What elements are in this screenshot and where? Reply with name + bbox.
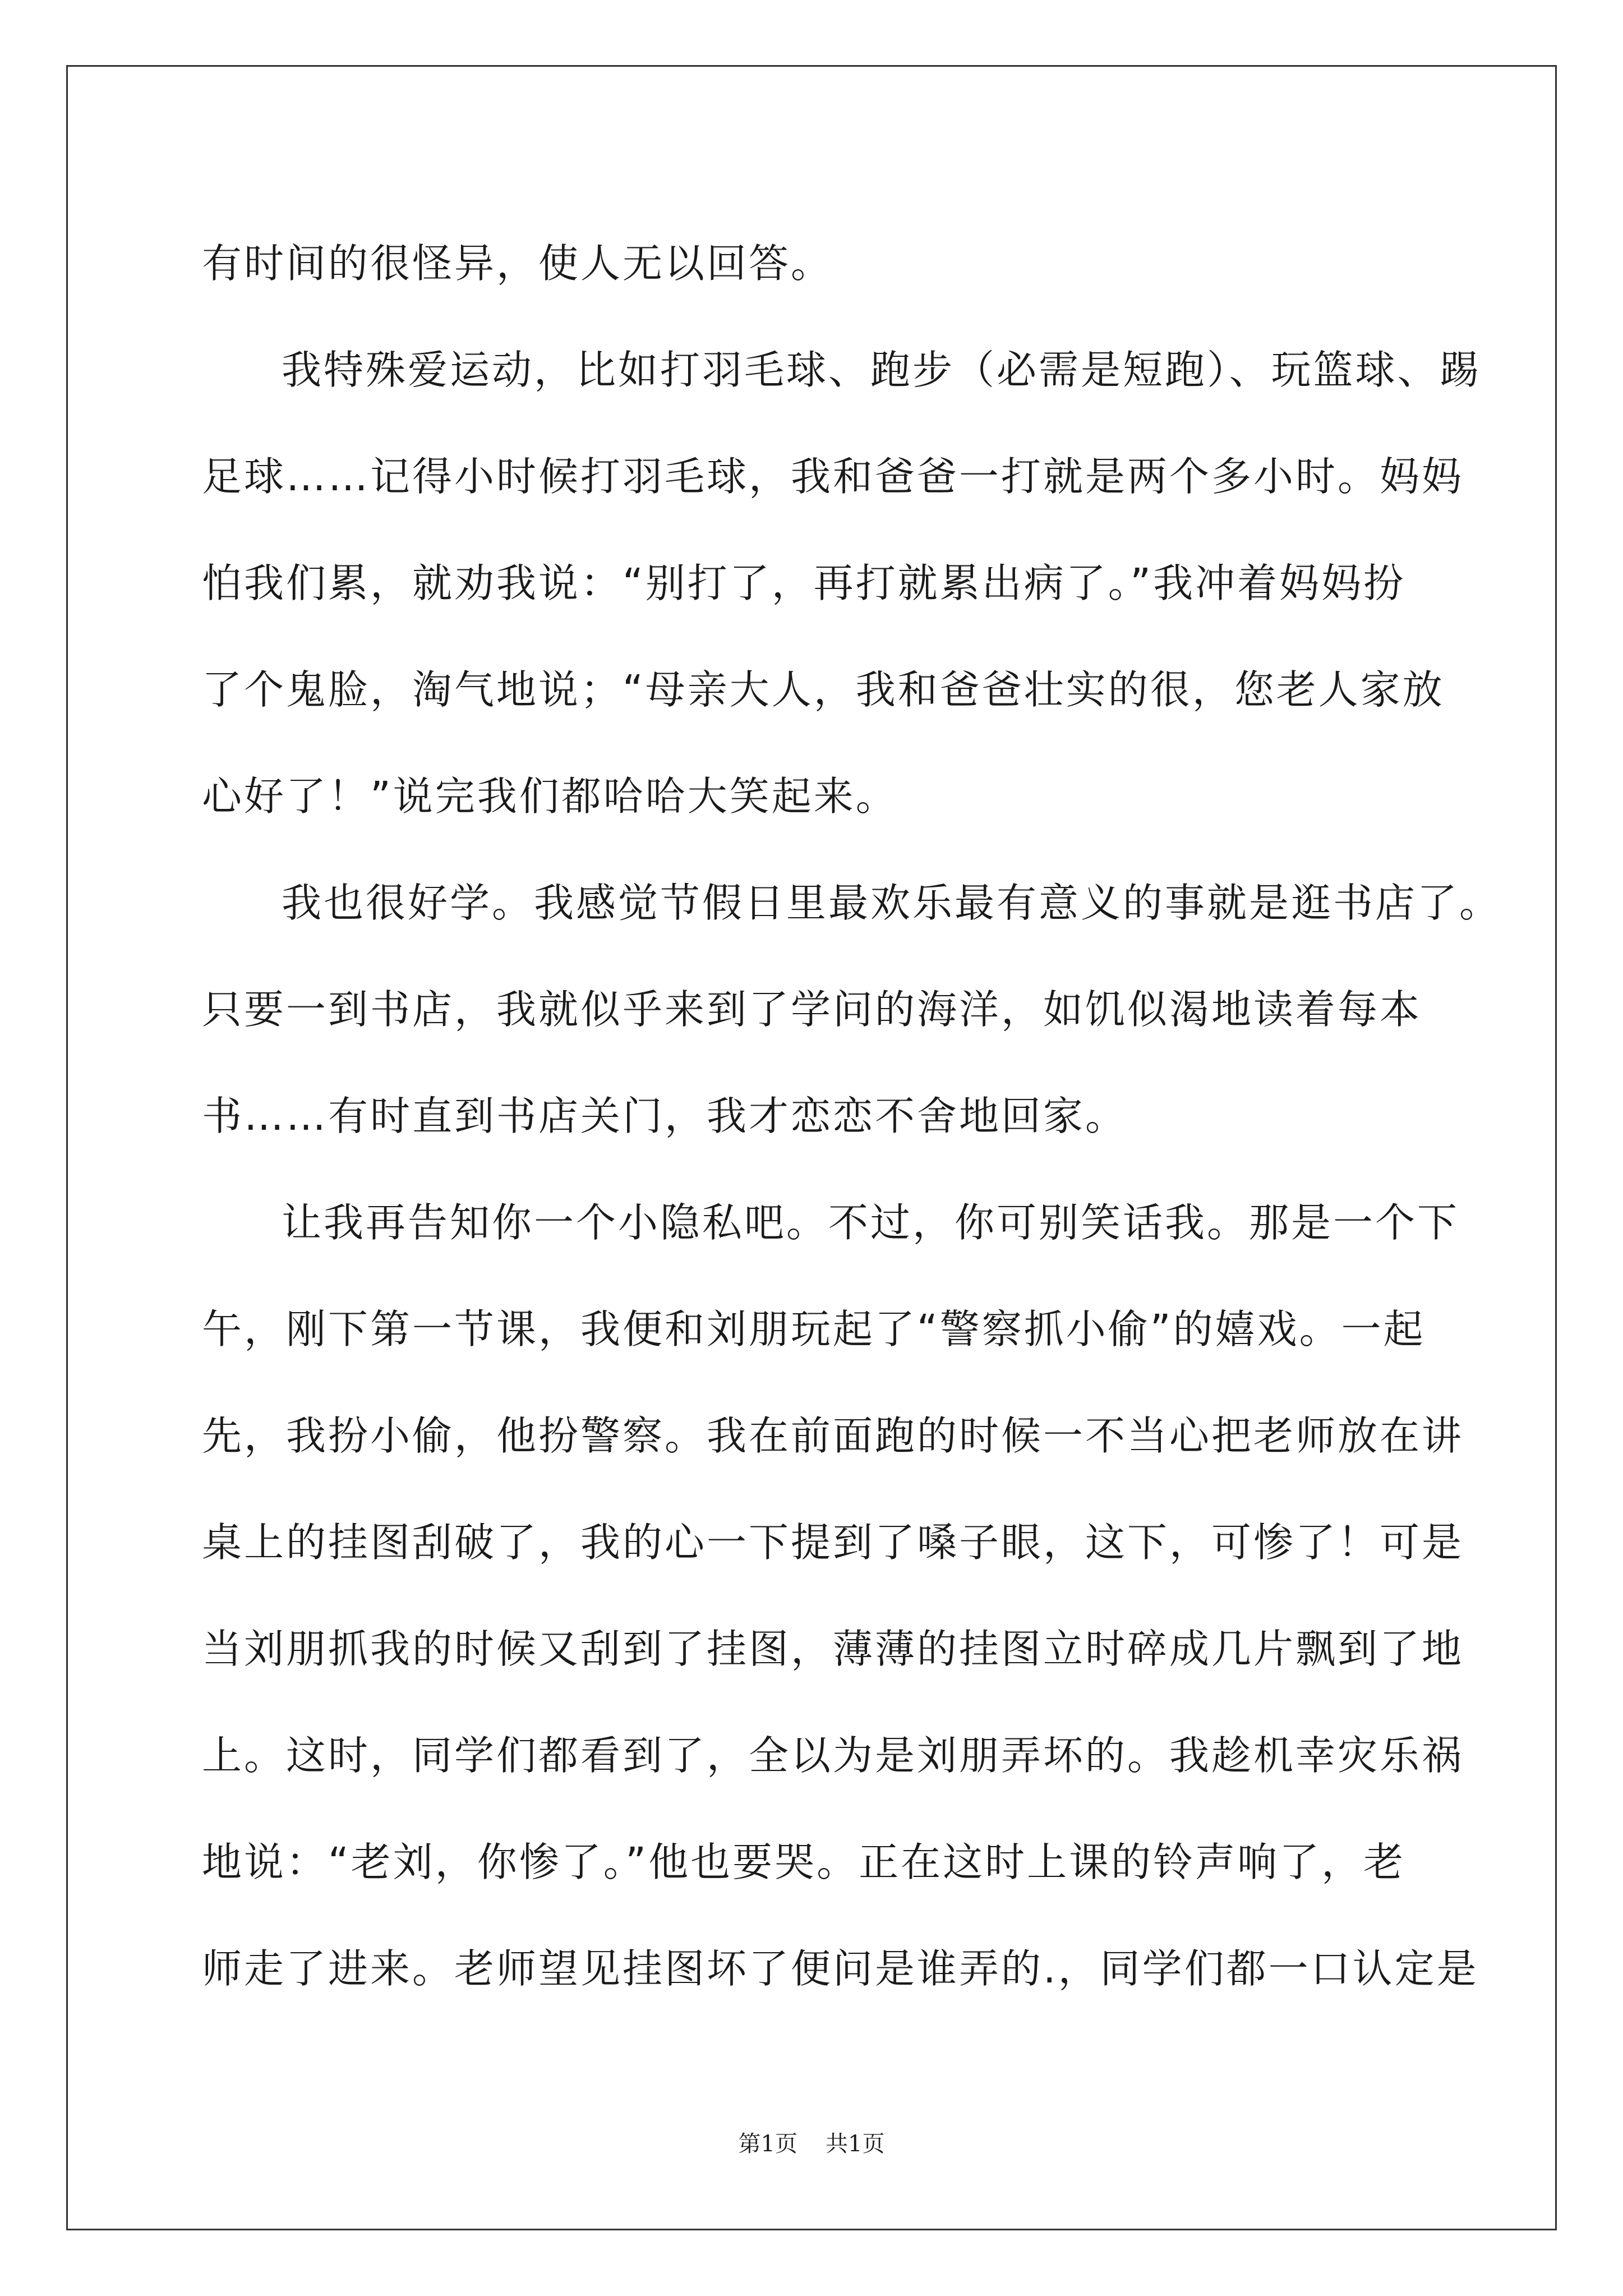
text-line: 先，我扮小偷，他扮警察。我在前面跑的时候一不当心把老师放在讲 [202,1412,1464,1459]
text-line: 让我再告知你一个小隐私吧。不过，你可别笑话我。那是一个下 [282,1199,1460,1246]
text-line: 我也很好学。我感觉节假日里最欢乐最有意义的事就是逛书店了。 [282,880,1502,926]
text-line: 有时间的很怪异，使人无以回答。 [202,240,833,287]
text-line: 了个鬼脸，淘气地说；“母亲大人，我和爸爸壮实的很，您老人家放 [202,666,1445,713]
text-line: 当刘朋抓我的时候又刮到了挂图，薄薄的挂图立时碎成几片飘到了地 [202,1626,1464,1672]
text-line: 师走了进来。老师望见挂图坏了便问是谁弄的.，同学们都一口认定是 [202,1945,1479,1992]
text-line: 怕我们累，就劝我说：“别打了，再打就累出病了。”我冲着妈妈扮 [202,560,1406,606]
text-line: 上。这时，同学们都看到了，全以为是刘朋弄坏的。我趁机幸灾乐祸 [202,1732,1464,1779]
text-line: 只要一到书店，我就似乎来到了学问的海洋，如饥似渴地读着每本 [202,986,1422,1033]
document-body [202,210,1502,2022]
page-number: 第1页 [738,2131,797,2157]
text-line: 地说：“老刘，你惨了。”他也要哭。正在这时上课的铃声响了，老 [202,1839,1406,1885]
text-line: 书……有时直到书店关门，我才恋恋不舍地回家。 [202,1093,1128,1139]
page-total: 共1页 [826,2131,885,2157]
text-line: 足球……记得小时候打羽毛球，我和爸爸一打就是两个多小时。妈妈 [202,453,1464,500]
text-line: 我特殊爱运动，比如打羽毛球、跑步（必需是短跑）、玩篮球、踢 [282,347,1482,393]
text-line: 午，刚下第一节课，我便和刘朋玩起了“警察抓小偷”的嬉戏。一起 [202,1306,1426,1352]
page-footer [0,2126,1623,2158]
text-line: 心好了！”说完我们都哈哈大笑起来。 [202,773,898,820]
text-line: 桌上的挂图刮破了，我的心一下提到了嗓子眼，这下，可惨了！可是 [202,1519,1464,1566]
